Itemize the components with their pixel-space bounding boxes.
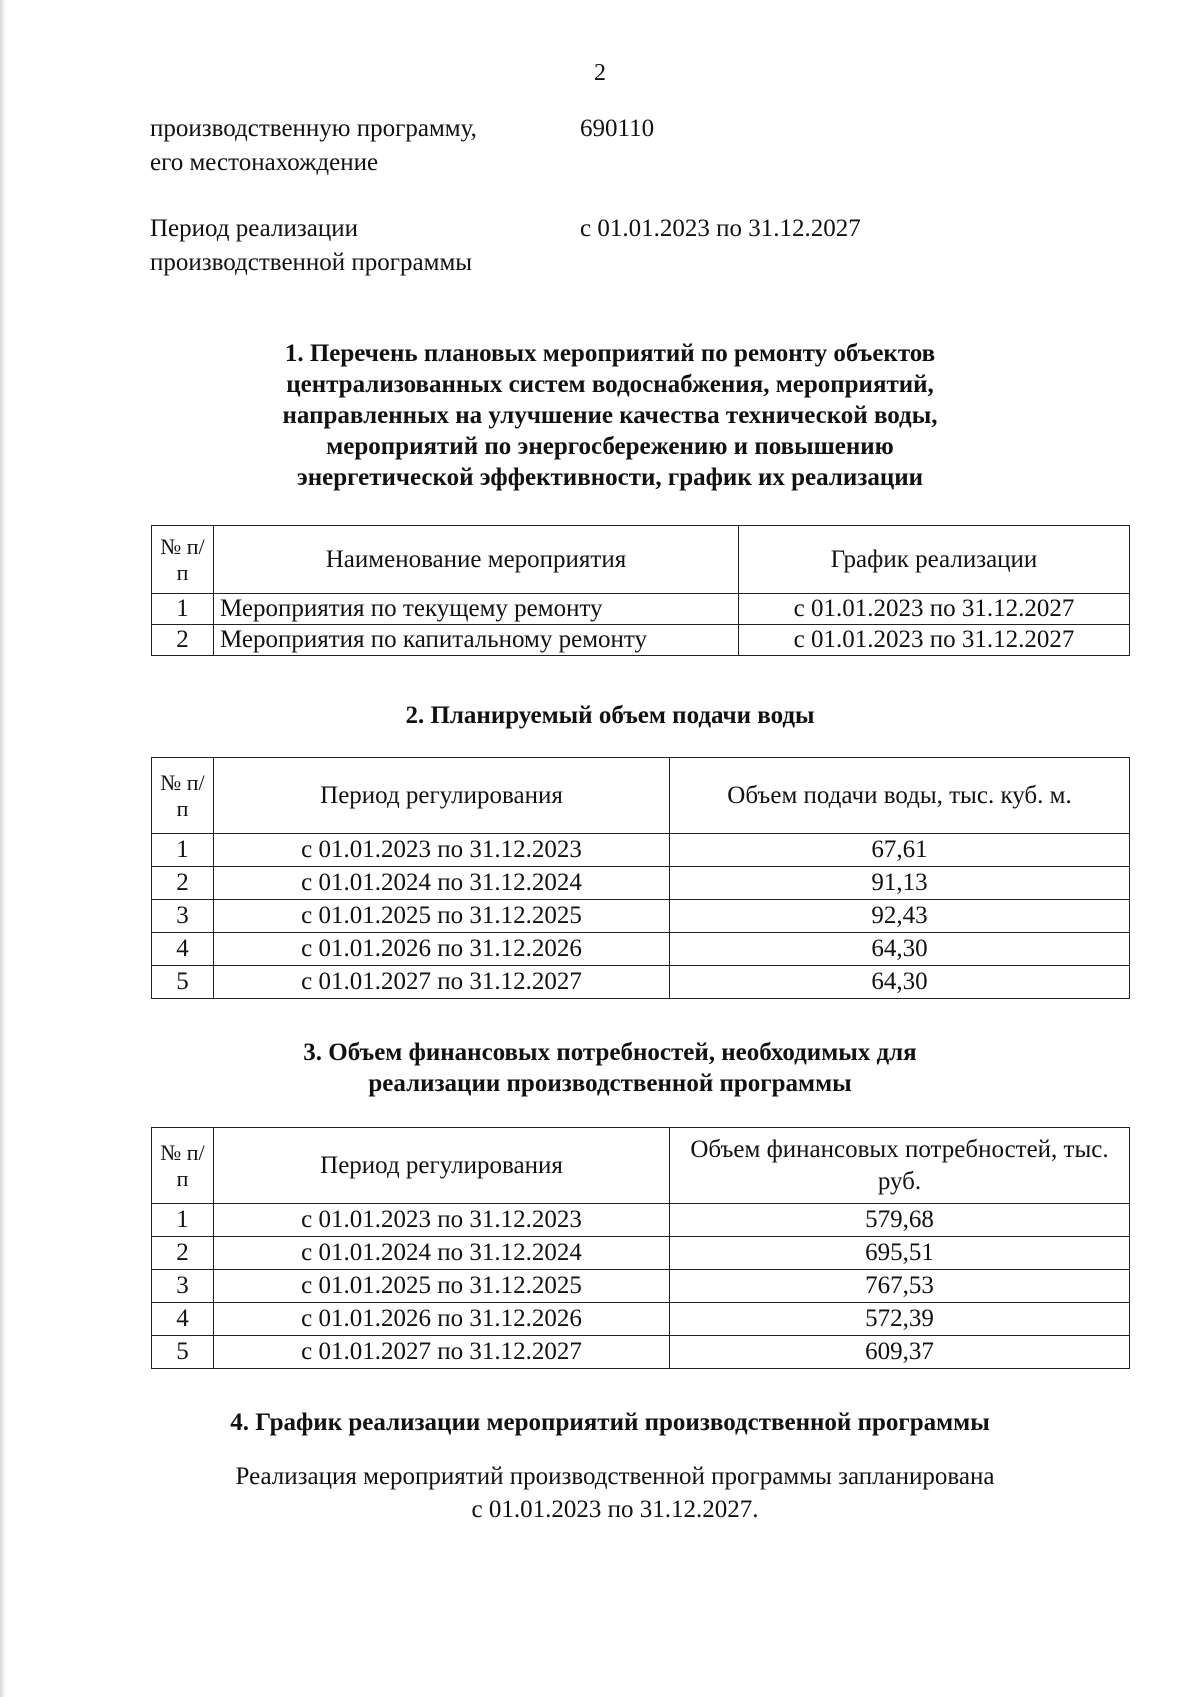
cell-number: 2 xyxy=(152,625,214,656)
cell-period: с 01.01.2023 по 31.12.2023 xyxy=(214,834,670,867)
header-measure-name: Наименование мероприятия xyxy=(214,526,739,594)
measures-table xyxy=(151,525,1130,656)
table-row xyxy=(152,1204,1130,1237)
table-row xyxy=(152,594,1130,625)
page-number: 2 xyxy=(594,60,606,86)
cell-number: 4 xyxy=(152,1303,214,1336)
section-1-title xyxy=(150,338,1070,493)
cell-amount: 572,39 xyxy=(670,1303,1130,1336)
table-row xyxy=(152,1303,1130,1336)
title-line: 1. Перечень плановых мероприятий по ремонту объектов xyxy=(284,340,936,367)
section-2-title: 2. Планируемый объем подачи воды xyxy=(405,702,815,729)
cell-number: 1 xyxy=(152,1204,214,1237)
cell-period: с 01.01.2024 по 31.12.2024 xyxy=(214,1237,670,1270)
info-label xyxy=(150,212,570,280)
section-4-title: 4. График реализации мероприятий производственной программы xyxy=(230,1409,990,1436)
table-row xyxy=(152,900,1130,933)
table-header-row xyxy=(152,1128,1130,1204)
section-4-text xyxy=(150,1460,1080,1526)
cell-period: с 01.01.2026 по 31.12.2026 xyxy=(214,933,670,966)
header-period: Период регулирования xyxy=(214,1128,670,1204)
cell-period: с 01.01.2025 по 31.12.2025 xyxy=(214,1270,670,1303)
table-row xyxy=(152,1237,1130,1270)
cell-amount: 579,68 xyxy=(670,1204,1130,1237)
info-label xyxy=(150,112,570,180)
financial-needs-table xyxy=(151,1127,1130,1369)
cell-measure: Мероприятия по капитальному ремонту xyxy=(214,625,739,656)
info-value: с 01.01.2023 по 31.12.2027 xyxy=(580,215,861,242)
header-number: № п/п xyxy=(152,1128,214,1204)
table-row xyxy=(152,966,1130,999)
cell-schedule: с 01.01.2023 по 31.12.2027 xyxy=(739,625,1130,656)
table-row xyxy=(152,1336,1130,1369)
cell-period: с 01.01.2023 по 31.12.2023 xyxy=(214,1204,670,1237)
header-number: № п/п xyxy=(152,758,214,834)
table-row xyxy=(152,867,1130,900)
table-header-row xyxy=(152,758,1130,834)
table-row xyxy=(152,933,1130,966)
cell-amount: 767,53 xyxy=(670,1270,1130,1303)
header-water-volume: Объем подачи воды, тыс. куб. м. xyxy=(670,758,1130,834)
cell-period: с 01.01.2025 по 31.12.2025 xyxy=(214,900,670,933)
title-line: направленных на улучшение качества технической воды, xyxy=(282,402,938,429)
cell-period: с 01.01.2024 по 31.12.2024 xyxy=(214,867,670,900)
title-line: мероприятий по энергосбережению и повышению xyxy=(326,433,894,460)
info-label-line: производственную программу, xyxy=(150,115,477,142)
water-volume-table xyxy=(151,757,1130,999)
cell-volume: 64,30 xyxy=(670,933,1130,966)
scan-edge-shadow xyxy=(0,0,6,1697)
info-label-line: производственной программы xyxy=(150,249,473,276)
cell-number: 5 xyxy=(152,1336,214,1369)
table-row xyxy=(152,625,1130,656)
cell-amount: 695,51 xyxy=(670,1237,1130,1270)
cell-volume: 92,43 xyxy=(670,900,1130,933)
header-schedule: График реализации xyxy=(739,526,1130,594)
table-row xyxy=(152,834,1130,867)
cell-amount: 609,37 xyxy=(670,1336,1130,1369)
info-value: 690110 xyxy=(580,115,655,142)
cell-period: с 01.01.2026 по 31.12.2026 xyxy=(214,1303,670,1336)
cell-number: 1 xyxy=(152,834,214,867)
cell-number: 3 xyxy=(152,1270,214,1303)
paragraph-line: с 01.01.2023 по 31.12.2027. xyxy=(471,1496,759,1523)
cell-number: 2 xyxy=(152,867,214,900)
section-3-title xyxy=(150,1037,1070,1099)
cell-number: 3 xyxy=(152,900,214,933)
cell-schedule: с 01.01.2023 по 31.12.2027 xyxy=(739,594,1130,625)
cell-volume: 67,61 xyxy=(670,834,1130,867)
header-number: № п/п xyxy=(152,526,214,594)
title-line: 3. Объем финансовых потребностей, необходимых для xyxy=(303,1039,917,1066)
cell-period: с 01.01.2027 по 31.12.2027 xyxy=(214,966,670,999)
table-row xyxy=(152,1270,1130,1303)
cell-number: 4 xyxy=(152,933,214,966)
cell-measure: Мероприятия по текущему ремонту xyxy=(214,594,739,625)
header-financial-needs: Объем финансовых потребностей, тыс. руб. xyxy=(670,1128,1130,1204)
paragraph-line: Реализация мероприятий производственной программы запланирована xyxy=(235,1463,995,1490)
title-line: централизованных систем водоснабжения, мероприятий, xyxy=(286,371,934,398)
cell-number: 2 xyxy=(152,1237,214,1270)
title-line: энергетической эффективности, график их реализации xyxy=(296,464,924,491)
cell-number: 1 xyxy=(152,594,214,625)
info-label-line: его местонахождение xyxy=(150,149,379,176)
cell-period: с 01.01.2027 по 31.12.2027 xyxy=(214,1336,670,1369)
cell-number: 5 xyxy=(152,966,214,999)
info-label-line: Период реализации xyxy=(150,215,358,242)
cell-volume: 64,30 xyxy=(670,966,1130,999)
table-header-row xyxy=(152,526,1130,594)
title-line: реализации производственной программы xyxy=(368,1070,852,1097)
header-period: Период регулирования xyxy=(214,758,670,834)
cell-volume: 91,13 xyxy=(670,867,1130,900)
